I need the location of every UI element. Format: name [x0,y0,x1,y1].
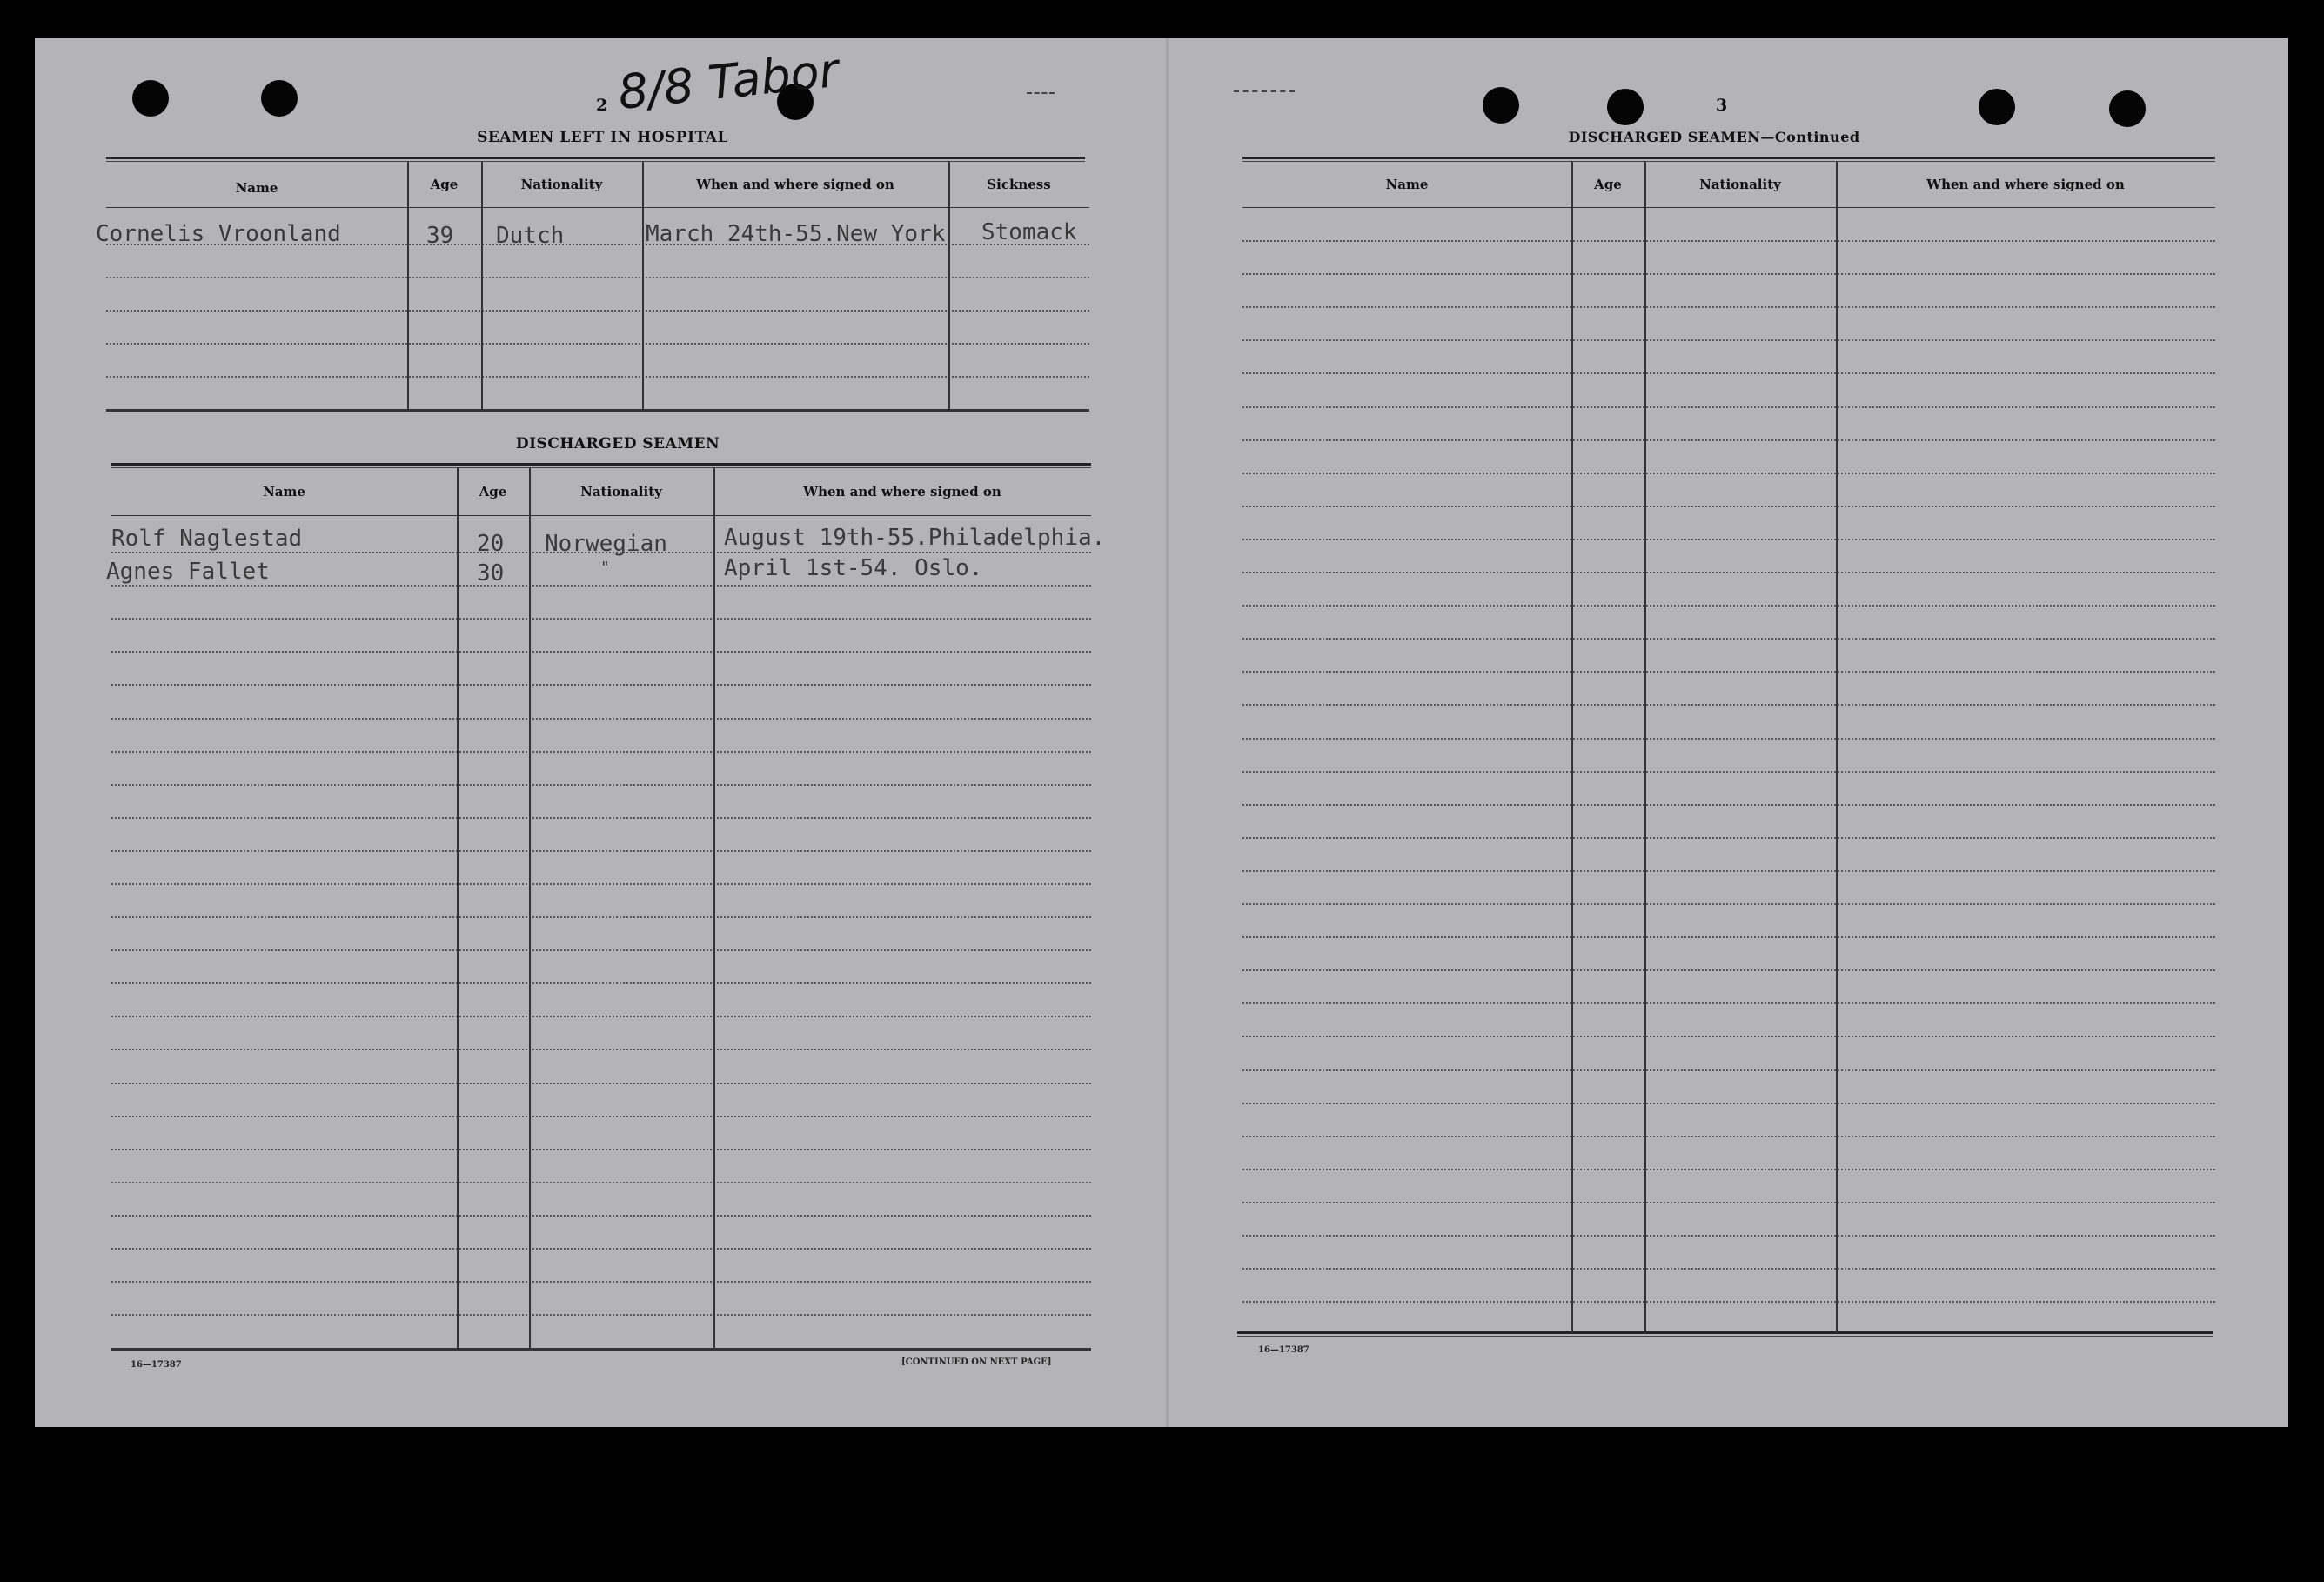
right-section-title: DISCHARGED SEAMEN—Continued [1568,129,1860,145]
ruled-line [1242,870,2215,872]
ruled-line [1242,406,2215,408]
ruled-line [1242,572,2215,573]
discharged-cell-nationality: " [600,559,610,577]
ruled-line [1242,903,2215,905]
ruled-line [1242,738,2215,740]
ruled-line [111,651,1091,653]
hospital-cell-nationality: Dutch [496,223,565,249]
ruled-line [111,1149,1091,1150]
discharged-section-title: DISCHARGED SEAMEN [515,435,720,452]
punch-hole [1483,87,1519,124]
ruled-line [111,850,1091,852]
document-sheet [35,38,2288,1427]
right-col-divider [1644,162,1646,1333]
ruled-line [1242,1268,2215,1270]
ruled-line [1242,1036,2215,1037]
discharged-col-divider [457,468,459,1349]
right-header-rule [1242,207,2215,208]
ruled-line [1242,372,2215,374]
right-header-signed-on: When and where signed on [1926,177,2125,192]
discharged-col-divider [713,468,715,1349]
ruled-line [111,982,1091,984]
ruled-line [111,1281,1091,1283]
ruled-line [1242,240,2215,242]
hospital-col-divider [481,162,483,411]
discharged-bottom-rule [111,1348,1091,1351]
hospital-col-divider [948,162,950,411]
punch-hole [1979,89,2015,125]
hospital-row-line [106,343,1089,345]
ruled-line [111,1182,1091,1183]
ruled-line [111,1049,1091,1050]
page-fold [1166,38,1169,1427]
page-mark [1234,90,1295,92]
ruled-line [1242,969,2215,971]
handwritten-note: 8/8 Tabor [615,42,841,121]
ruled-line [1242,473,2215,474]
ruled-line [111,684,1091,686]
hospital-header-name: Name [235,180,278,196]
ruled-line [111,883,1091,885]
ruled-line [1242,837,2215,839]
ruled-line [1242,1103,2215,1104]
hospital-bottom-rule [106,409,1089,412]
ruled-line [1242,1136,2215,1137]
ruled-line [111,751,1091,753]
ruled-line [1242,1301,2215,1303]
discharged-cell-nationality: Norwegian [545,531,667,557]
discharged-header-rule [111,515,1091,516]
discharged-cell-age: 20 [477,531,505,557]
ruled-line [1242,704,2215,706]
right-bottom-rule [1237,1331,2213,1337]
ruled-line [111,1248,1091,1250]
hospital-cell-signed-on: March 24th-55.New York [646,221,946,247]
ruled-line [1242,605,2215,607]
page-number-left: 2 [596,96,608,115]
punch-hole [2109,90,2146,127]
ruled-line [1242,506,2215,507]
right-table-top-rule [1242,157,2215,162]
punch-hole [132,80,169,117]
hospital-cell-sickness: Stomack [981,219,1077,245]
discharged-cell-age: 30 [477,560,505,587]
ruled-line [111,1215,1091,1217]
ruled-line [1242,539,2215,540]
ruled-line [1242,1169,2215,1170]
ruled-line [1242,936,2215,938]
hospital-col-divider [407,162,409,411]
hospital-cell-age: 39 [426,223,454,249]
discharged-col-divider [529,468,531,1349]
ruled-line [1242,306,2215,308]
ruled-line [111,718,1091,720]
discharged-header-signed-on: When and where signed on [803,484,1001,499]
ruled-line [1242,804,2215,806]
discharged-header-nationality: Nationality [580,484,662,499]
ruled-line [111,817,1091,819]
page-mark [1027,92,1055,94]
ruled-line [1242,1202,2215,1203]
ruled-line [111,585,1091,587]
discharged-header-name: Name [263,484,305,499]
discharged-cell-name: Rolf Naglestad [111,526,303,552]
ruled-line [1242,439,2215,441]
discharged-cell-name: Agnes Fallet [106,559,270,585]
right-header-name: Name [1385,177,1429,192]
ruled-line [111,916,1091,918]
form-number-left: 16—17387 [131,1360,182,1370]
punch-hole [1607,89,1644,125]
ruled-line [1242,638,2215,640]
ruled-line [111,949,1091,951]
hospital-header-sickness: Sickness [987,177,1051,192]
form-number-right: 16—17387 [1258,1345,1309,1355]
hospital-row-line [106,310,1089,312]
continued-note: [CONTINUED ON NEXT PAGE] [901,1357,1052,1367]
ruled-line [111,618,1091,620]
page-number-right: 3 [1716,96,1728,115]
discharged-cell-signed-on: April 1st-54. Oslo. [724,555,983,581]
punch-hole [261,80,298,117]
discharged-table-top-rule [111,463,1091,468]
ruled-line [111,1116,1091,1117]
ruled-line [111,1314,1091,1316]
ruled-line [1242,771,2215,773]
right-col-divider [1836,162,1838,1333]
hospital-col-divider [642,162,644,411]
right-header-nationality: Nationality [1699,177,1781,192]
hospital-section-title: SEAMEN LEFT IN HOSPITAL [477,129,728,146]
hospital-header-age: Age [430,177,459,192]
ruled-line [1242,1002,2215,1004]
discharged-header-age: Age [479,484,507,499]
hospital-row-line [106,277,1089,278]
hospital-header-signed-on: When and where signed on [696,177,894,192]
hospital-header-nationality: Nationality [520,177,603,192]
hospital-table-top-rule [106,157,1085,162]
hospital-header-rule [106,207,1089,208]
hospital-row-line [106,376,1089,378]
hospital-cell-name: Cornelis Vroonland [96,221,341,247]
ruled-line [111,1083,1091,1084]
right-col-divider [1571,162,1573,1333]
ruled-line [111,784,1091,786]
right-header-age: Age [1594,177,1622,192]
discharged-cell-signed-on: August 19th-55.Philadelphia. [724,525,1106,551]
ruled-line [1242,339,2215,341]
ruled-line [1242,1069,2215,1071]
ruled-line [1242,1235,2215,1237]
ruled-line [1242,273,2215,275]
ruled-line [1242,671,2215,673]
ruled-line [111,1016,1091,1017]
